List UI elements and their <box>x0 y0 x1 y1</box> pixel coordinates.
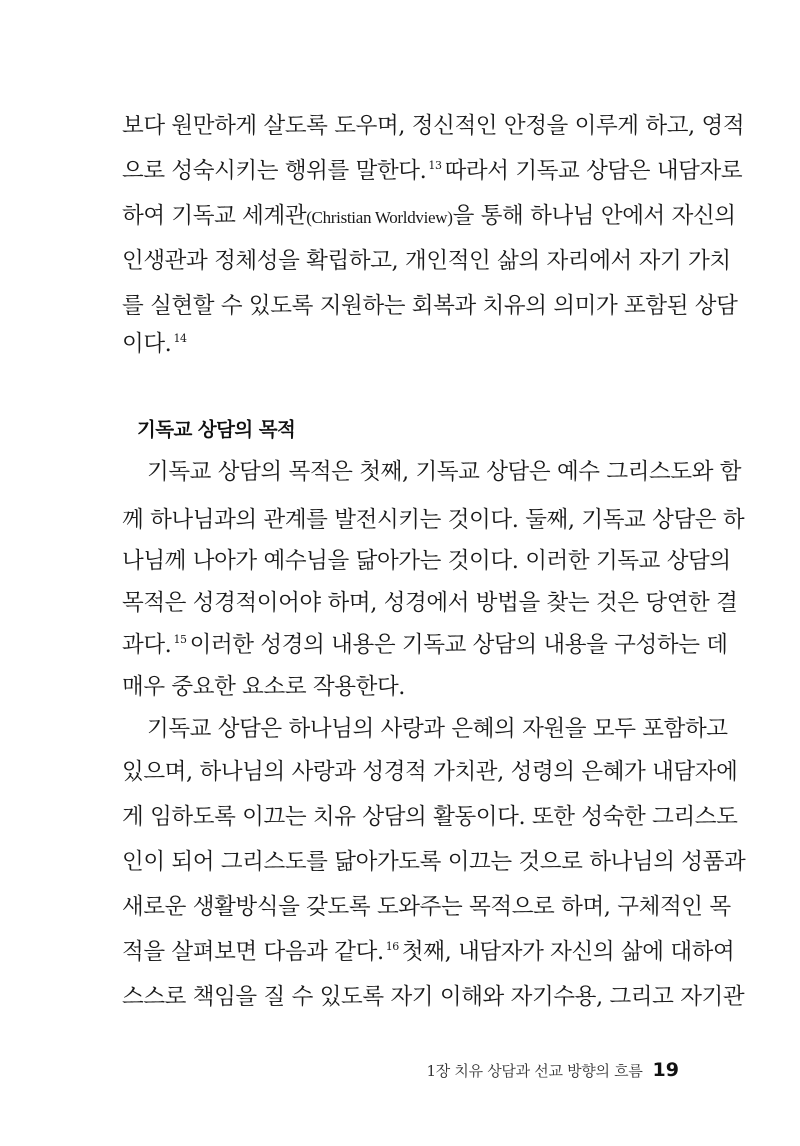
paragraph-line <box>122 977 745 1017</box>
text-span: 인생관과 정체성을 확립하고, 개인적인 삶의 자리에서 자기 가치 <box>122 248 731 274</box>
latin-term: (Christian Worldview) <box>306 208 453 227</box>
footnote-ref-13: 13 <box>428 159 442 172</box>
text-span: 하여 기독교 세계관 <box>122 203 307 229</box>
paragraph-line <box>122 324 680 364</box>
paragraph-line <box>122 151 743 191</box>
paragraph-line <box>122 932 735 972</box>
paragraph-line <box>122 541 731 581</box>
paragraph-line <box>122 667 680 707</box>
text-span: 께 하나님과의 관계를 발전시키는 것이다. 둘째, 기독교 상담은 하 <box>122 507 745 533</box>
text-span: 기독교 상담은 하나님의 사랑과 은혜의 자원을 모두 포함하고 <box>147 716 728 742</box>
text-span: 과다. <box>122 632 172 658</box>
paragraph-line <box>122 241 731 281</box>
page-number: 19 <box>652 1059 679 1081</box>
running-chapter-title: 1장 치유 상담과 선교 방향의 흐름 <box>426 1062 643 1080</box>
footnote-ref-15: 15 <box>173 633 187 646</box>
paragraph-line <box>122 286 738 326</box>
text-span: 이다. <box>122 331 172 357</box>
text-span: 따라서 기독교 상담은 내담자로 <box>444 158 743 184</box>
text-span: 스스로 책임을 질 수 있도록 자기 이해와 자기수용, 그리고 자기관 <box>122 984 745 1010</box>
section-heading: 기독교 상담의 목적 <box>137 418 296 441</box>
text-span: 인이 되어 그리스도를 닮아가도록 이끄는 것으로 하나님의 성품과 <box>122 849 746 875</box>
paragraph-line <box>122 500 745 540</box>
paragraph-line <box>147 709 728 749</box>
paragraph-line <box>122 196 736 236</box>
text-span: 보다 원만하게 살도록 도우며, 정신적인 안정을 이루게 하고, 영적 <box>122 113 745 139</box>
text-span: 적을 살펴보면 다음과 같다. <box>122 939 384 965</box>
text-span: 첫째, 내담자가 자신의 삶에 대하여 <box>401 939 735 965</box>
footnote-ref-16: 16 <box>385 940 399 953</box>
text-span: 를 실현할 수 있도록 지원하는 회복과 치유의 의미가 포함된 상담 <box>122 293 738 319</box>
text-span: 새로운 생활방식을 갖도록 도와주는 목적으로 하며, 구체적인 목 <box>122 894 731 920</box>
text-span: 게 임하도록 이끄는 치유 상담의 활동이다. 또한 성숙한 그리스도 <box>122 804 738 830</box>
page-footer <box>426 1055 679 1085</box>
text-span: 기독교 상담의 목적은 첫째, 기독교 상담은 예수 그리스도와 함 <box>147 459 742 485</box>
paragraph-line <box>122 887 731 927</box>
text-span: 목적은 성경적이어야 하며, 성경에서 방법을 찾는 것은 당연한 결 <box>122 590 738 616</box>
text-span: 을 통해 하나님 안에서 자신의 <box>452 203 736 229</box>
paragraph-line <box>122 625 728 665</box>
text-span: 나님께 나아가 예수님을 닮아가는 것이다. 이러한 기독교 상담의 <box>122 548 731 574</box>
paragraph-line <box>122 752 738 792</box>
paragraph-line <box>122 842 746 882</box>
text-span: 매우 중요한 요소로 작용한다. <box>122 674 406 700</box>
footnote-ref-14: 14 <box>173 332 187 345</box>
paragraph-line <box>122 797 738 837</box>
paragraph-line <box>122 106 745 146</box>
paragraph-line <box>122 583 738 623</box>
text-span: 이러한 성경의 내용은 기독교 상담의 내용을 구성하는 데 <box>189 632 728 658</box>
text-span: 으로 성숙시키는 행위를 말한다. <box>122 158 427 184</box>
text-span: 있으며, 하나님의 사랑과 성경적 가치관, 성령의 은혜가 내담자에 <box>122 759 738 785</box>
paragraph-line <box>147 452 742 492</box>
